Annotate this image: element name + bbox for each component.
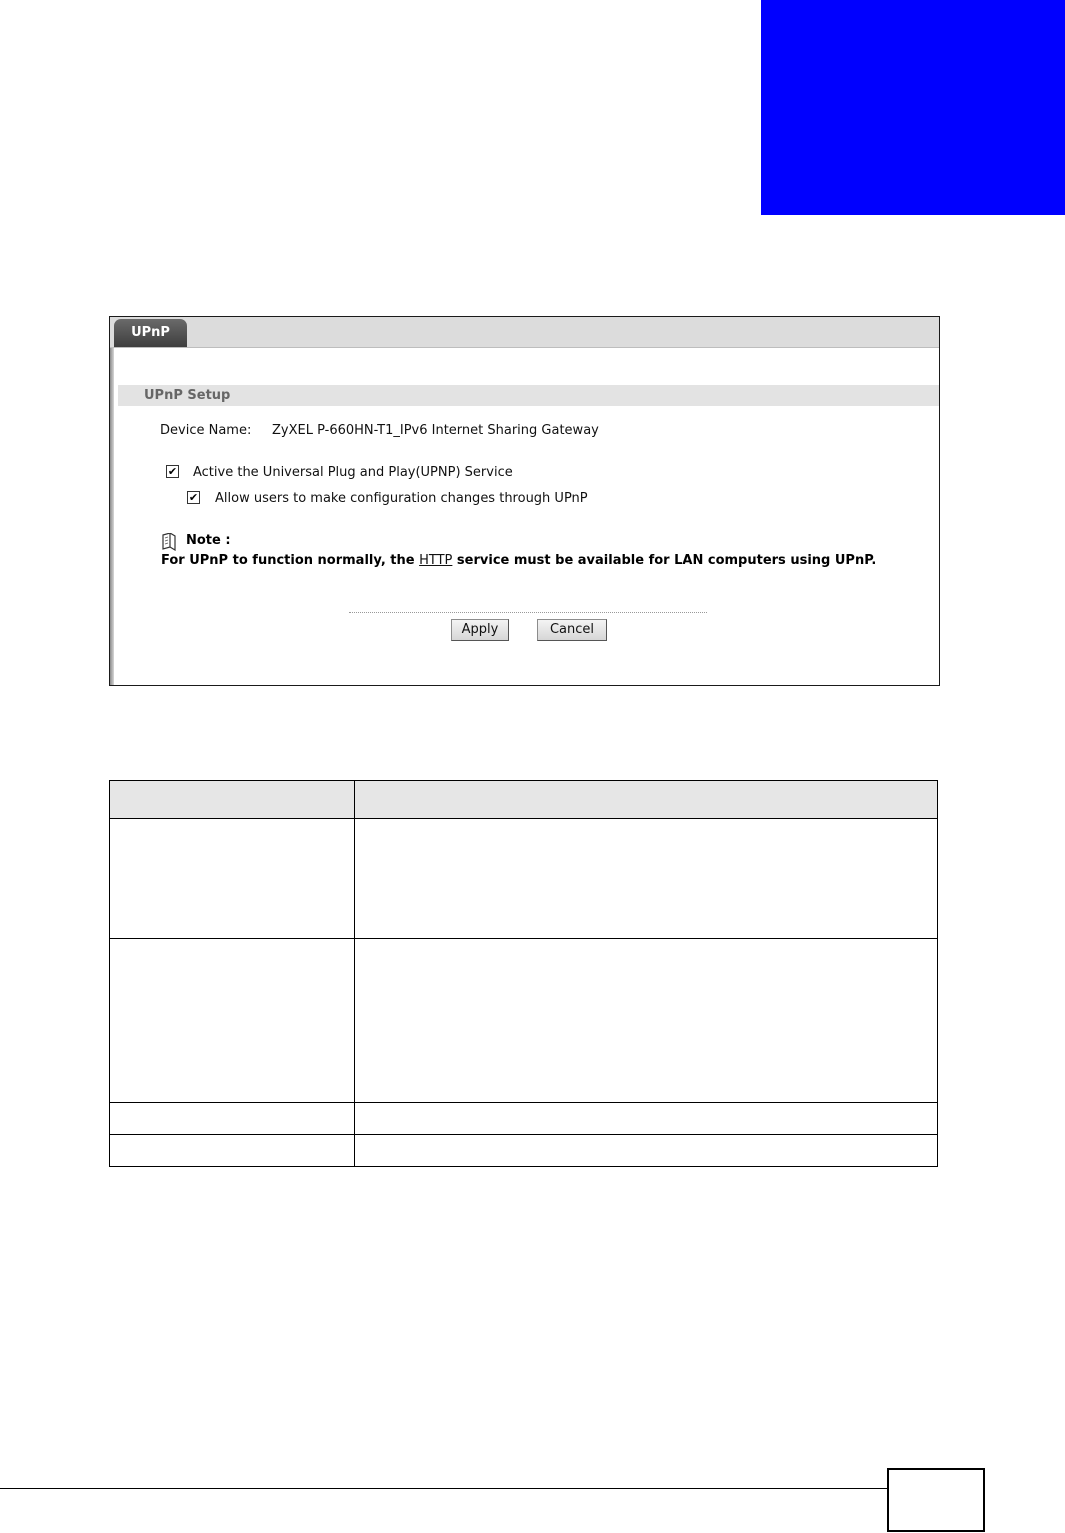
tab-upnp[interactable]: UPnP bbox=[114, 319, 187, 347]
table-cell bbox=[355, 1135, 938, 1167]
upnp-screen bbox=[109, 316, 940, 686]
table-cell bbox=[355, 1103, 938, 1135]
table-row bbox=[110, 819, 938, 939]
table-cell bbox=[110, 1135, 355, 1167]
frame-left-shadow bbox=[110, 317, 114, 685]
table-row bbox=[110, 939, 938, 1103]
page-number-box bbox=[887, 1468, 985, 1532]
apply-button[interactable]: Apply bbox=[451, 619, 509, 641]
field-description-table bbox=[109, 780, 938, 1167]
table-row bbox=[110, 1103, 938, 1135]
http-link[interactable]: HTTP bbox=[419, 553, 453, 568]
header-cell bbox=[110, 781, 355, 819]
device-name-value: ZyXEL P-660HN-T1_IPv6 Internet Sharing Gateway bbox=[272, 423, 599, 438]
table-cell bbox=[110, 939, 355, 1103]
table-row bbox=[110, 1135, 938, 1167]
table-cell bbox=[355, 819, 938, 939]
header-cell bbox=[355, 781, 938, 819]
device-name-label: Device Name: bbox=[160, 423, 252, 438]
table-cell bbox=[110, 819, 355, 939]
table-cell bbox=[110, 1103, 355, 1135]
chapter-number-block bbox=[761, 0, 1065, 215]
note-text bbox=[161, 553, 891, 569]
note-book-icon bbox=[161, 533, 177, 551]
section-title: UPnP Setup bbox=[118, 385, 939, 406]
note-text-before: For UPnP to function normally, the bbox=[161, 553, 420, 568]
table-header-row bbox=[110, 781, 938, 819]
upnp-service-label: Active the Universal Plug and Play(UPNP) Service bbox=[193, 465, 513, 480]
footer-rule bbox=[0, 1488, 887, 1489]
note-text-after: service must be available for LAN computers using UPnP. bbox=[452, 553, 877, 568]
allow-config-label: Allow users to make configuration changes through UPnP bbox=[215, 491, 588, 506]
button-separator bbox=[349, 612, 707, 613]
note-title: Note : bbox=[186, 533, 231, 548]
upnp-service-checkbox[interactable]: ✔ bbox=[167, 465, 178, 478]
table-cell bbox=[355, 939, 938, 1103]
allow-config-checkbox[interactable]: ✔ bbox=[188, 491, 199, 504]
tab-strip bbox=[110, 317, 939, 348]
cancel-button[interactable]: Cancel bbox=[537, 619, 607, 641]
